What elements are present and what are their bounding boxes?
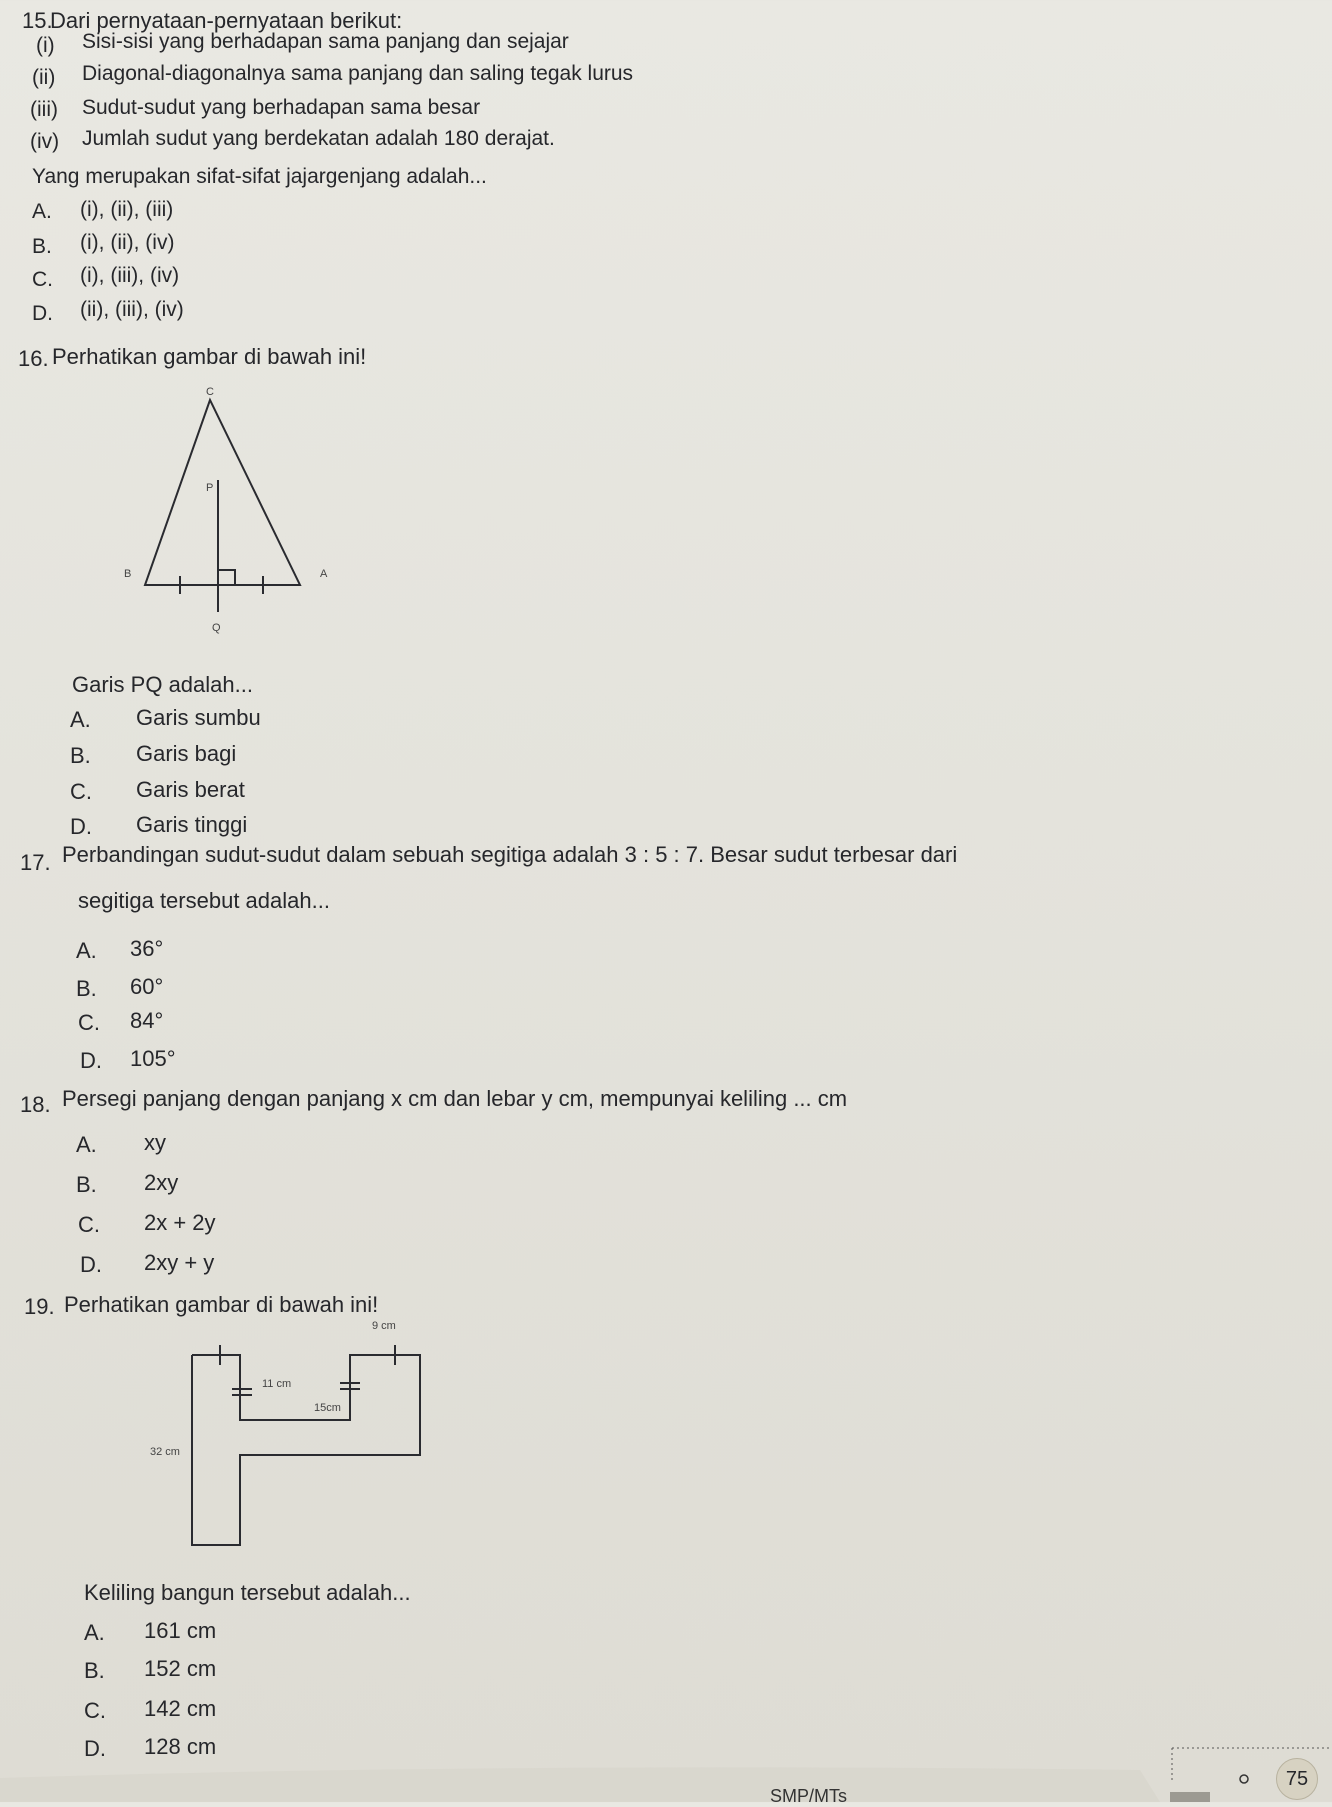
q18-option-c-letter: C. <box>78 1212 100 1237</box>
q19-option-d-letter: D. <box>84 1736 106 1761</box>
composite-shape-figure <box>180 1325 480 1585</box>
q15-option-b-letter: B. <box>32 235 52 258</box>
q17-line1: Perbandingan sudut-sudut dalam sebuah segitiga adalah 3 : 5 : 7. Besar sudut terbesar dari <box>62 842 958 867</box>
q15-option-c[interactable]: (i), (iii), (iv) <box>80 264 180 287</box>
q15-option-b[interactable]: (i), (ii), (iv) <box>80 231 175 254</box>
q16-option-a[interactable]: Garis sumbu <box>136 705 261 730</box>
footer-band <box>0 1732 1332 1802</box>
q19-number: 19. <box>24 1294 55 1319</box>
label-11cm: 11 cm <box>262 1378 292 1390</box>
q15-statement-2-num: (ii) <box>32 66 56 89</box>
q15-statement-4: Jumlah sudut yang berdekatan adalah 180 derajat. <box>82 127 555 150</box>
q17-option-b-letter: B. <box>76 976 97 1001</box>
q17-option-d[interactable]: 105° <box>130 1046 176 1071</box>
q15-prompt: Yang merupakan sifat-sifat jajargenjang adalah... <box>32 165 487 188</box>
page-number-badge: 75 <box>1276 1758 1318 1800</box>
q17-line2: segitiga tersebut adalah... <box>78 888 330 913</box>
q18-option-d[interactable]: 2xy + y <box>144 1250 215 1275</box>
q19-option-c[interactable]: 142 cm <box>144 1696 217 1721</box>
label-9cm: 9 cm <box>372 1320 396 1332</box>
q17-option-a[interactable]: 36° <box>130 936 164 961</box>
q18-option-d-letter: D. <box>80 1252 102 1277</box>
q16-stem: Perhatikan gambar di bawah ini! <box>52 344 367 369</box>
q19-option-b-letter: B. <box>84 1658 105 1683</box>
q16-option-b-letter: B. <box>70 743 91 768</box>
q15-option-d[interactable]: (ii), (iii), (iv) <box>80 298 184 321</box>
q16-option-a-letter: A. <box>70 707 91 732</box>
q15-statement-3: Sudut-sudut yang berhadapan sama besar <box>82 96 481 119</box>
q19-option-c-letter: C. <box>84 1698 106 1723</box>
q19-option-b[interactable]: 152 cm <box>144 1656 217 1681</box>
q18-number: 18. <box>20 1092 51 1117</box>
q18-option-b[interactable]: 2xy <box>144 1170 179 1195</box>
q15-option-a[interactable]: (i), (ii), (iii) <box>80 198 174 221</box>
q15-statement-4-num: (iv) <box>30 130 60 153</box>
q15-statement-1-num: (i) <box>36 34 55 57</box>
q19-option-a[interactable]: 161 cm <box>144 1618 217 1643</box>
q17-option-b[interactable]: 60° <box>130 974 164 999</box>
q17-option-a-letter: A. <box>76 938 97 963</box>
q17-option-c-letter: C. <box>78 1010 100 1035</box>
q15-option-d-letter: D. <box>32 302 53 325</box>
q15-number: 15. <box>22 8 53 33</box>
label-p: P <box>206 482 214 494</box>
q15-statement-1: Sisi-sisi yang berhadapan sama panjang dan sejajar <box>82 30 569 53</box>
q15-statement-2: Diagonal-diagonalnya sama panjang dan saling tegak lurus <box>82 62 634 85</box>
q17-number: 17. <box>20 850 51 875</box>
q16-number: 16. <box>18 346 49 371</box>
q15-stem: Dari pernyataan-pernyataan berikut: <box>50 8 403 33</box>
q18-stem: Persegi panjang dengan panjang x cm dan lebar y cm, mempunyai keliling ... cm <box>62 1086 848 1111</box>
footer-label: SMP/MTs <box>770 1786 848 1806</box>
q18-option-b-letter: B. <box>76 1172 97 1197</box>
triangle-figure <box>110 380 370 640</box>
q18-option-c[interactable]: 2x + 2y <box>144 1210 216 1235</box>
footer-blocks <box>1170 1792 1210 1802</box>
shape-outline <box>192 1355 420 1545</box>
right-angle-mark <box>218 570 235 585</box>
q16-option-c-letter: C. <box>70 779 92 804</box>
q19-option-a-letter: A. <box>84 1620 105 1645</box>
q15-option-c-letter: C. <box>32 268 53 291</box>
small-circle-marker <box>1240 1775 1248 1783</box>
q19-stem: Perhatikan gambar di bawah ini! <box>64 1292 379 1317</box>
q17-option-c[interactable]: 84° <box>130 1008 164 1033</box>
q17-option-d-letter: D. <box>80 1048 102 1073</box>
label-a: A <box>320 568 328 580</box>
triangle-abc <box>145 400 300 585</box>
q16-option-b[interactable]: Garis bagi <box>136 741 237 766</box>
q16-option-d[interactable]: Garis tinggi <box>136 812 248 837</box>
q16-option-c[interactable]: Garis berat <box>136 777 245 802</box>
q19-option-d[interactable]: 128 cm <box>144 1734 217 1759</box>
label-32cm: 32 cm <box>150 1446 180 1458</box>
q18-option-a-letter: A. <box>76 1132 97 1157</box>
q16-prompt: Garis PQ adalah... <box>72 672 253 697</box>
label-15cm: 15cm <box>314 1402 341 1414</box>
q19-prompt: Keliling bangun tersebut adalah... <box>84 1580 411 1605</box>
q18-option-a[interactable]: xy <box>144 1130 166 1155</box>
label-c: C <box>206 386 214 398</box>
q15-option-a-letter: A. <box>32 200 52 223</box>
q16-option-d-letter: D. <box>70 814 92 839</box>
label-q: Q <box>212 622 221 634</box>
q15-statement-3-num: (iii) <box>30 98 58 121</box>
label-b: B <box>124 568 132 580</box>
